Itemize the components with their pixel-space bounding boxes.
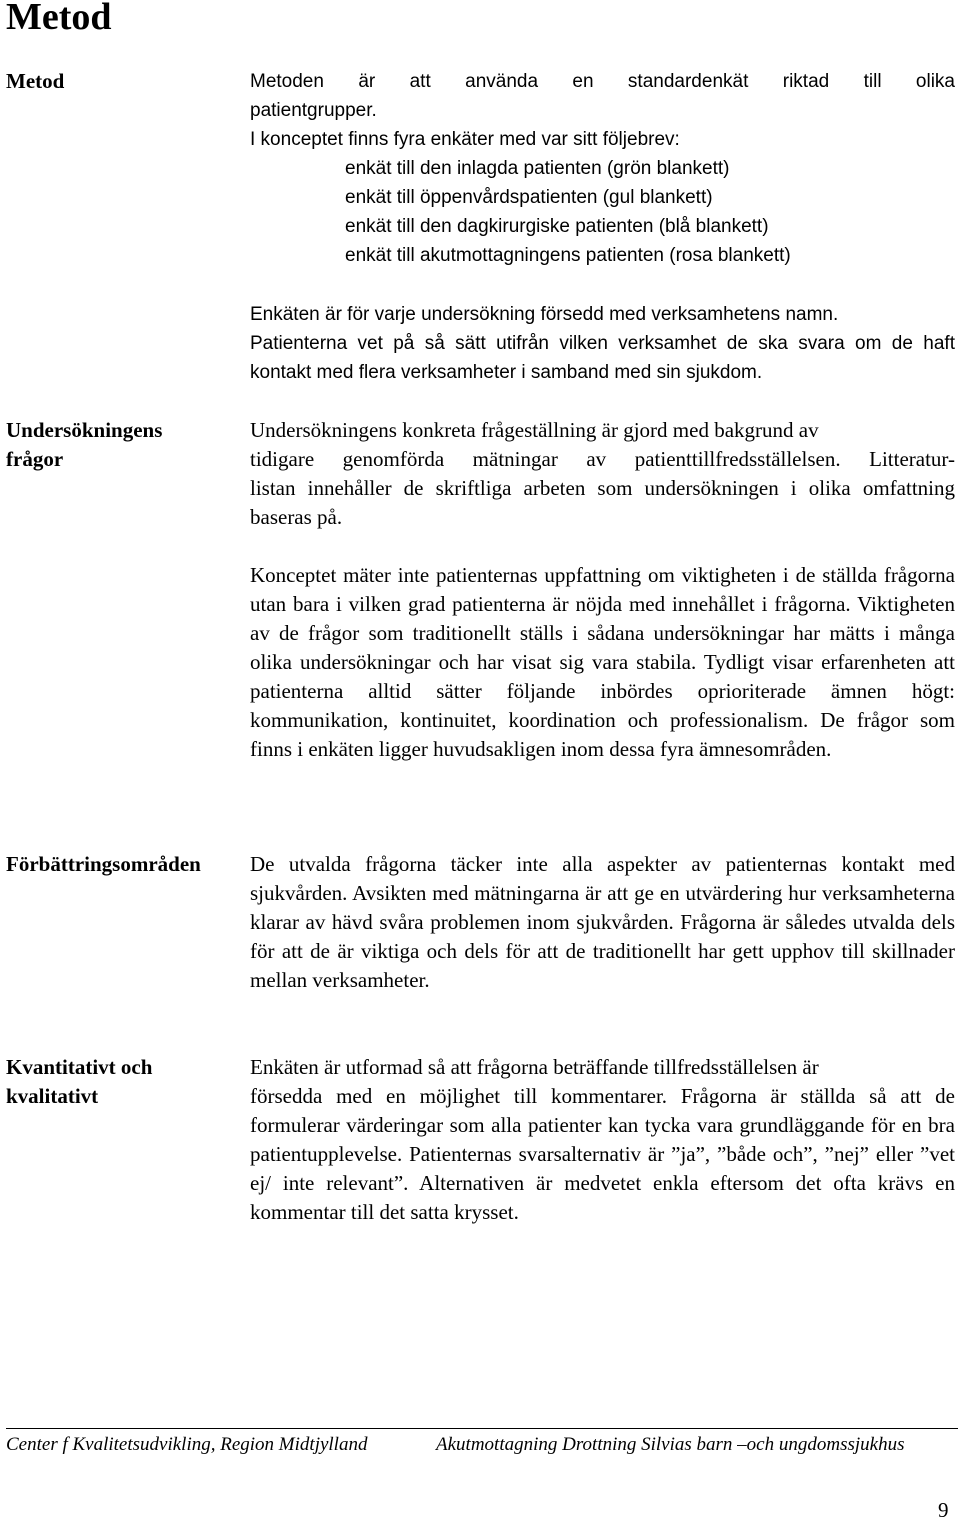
fragor-line2: tidigare genomförda mätningar av patienttillfredsställelsen. Litteratur-: [250, 447, 955, 471]
section-label-kvantitativt: [6, 1053, 152, 1111]
section-label-fragor-line2: frågor: [6, 447, 64, 471]
survey-item: enkät till den dagkirurgiske patienten (blå blankett): [345, 216, 769, 237]
survey-item: enkät till akutmottagningens patienten (rosa blankett): [345, 245, 791, 266]
fragor-line1: Undersökningens konkreta frågeställning är gjord med bakgrund av: [250, 418, 819, 442]
kvantitativt-rest: försedda med en möjlighet till kommentarer. Frågorna är ställda så att de formulerar värderingar som alla patienter kan tycka vara grundläggande för en bra patientupplevelse. Patienternas svarsalternativ är ”ja”, ”både och”, ”nej” eller ”vet ej/ inte relevant”. Alternativen är medvetet enkla eftersom det ofta krävs en kommentar till det satta krysset.: [250, 1084, 955, 1224]
fragor-paragraph-2: Konceptet mäter inte patienternas uppfattning om viktigheten i de ställda frågorna utan bara i vilken grad patienterna är nöjda med innehållet i frågorna. Viktigheten av de frågor som traditionellt ställs i sådana undersökningar har mätts i många olika undersökningar och har visat sig vara stabila. Tydligt visar erfarenheten att patienterna alltid sätter följande inbördes oprioriterade ämnen högt: kommunikation, kontinuitet, koordination och professionalism. De frågor som finns i enkäten ligger huvudsakligen inom dessa fyra ämnesområden.: [250, 563, 955, 761]
metod-enkat: [250, 300, 955, 387]
page-title: Metod: [6, 0, 112, 38]
footer-right: Akutmottagning Drottning Silvias barn –och ungdomssjukhus: [436, 1434, 905, 1455]
page-number: 9: [938, 1498, 949, 1522]
metod-intro-line2: patientgrupper.: [250, 100, 377, 121]
section-label-fragor-line1: Undersökningens: [6, 418, 163, 442]
metod-intro: [250, 67, 955, 270]
metod-intro-line1: Metoden är att använda en standardenkät riktad till olika: [250, 71, 955, 92]
metod-patients-text: Patienterna vet på så sätt utifrån vilken verksamhet de ska svara om de haft kontakt med flera verksamheter i samband med sin sjukdom.: [250, 333, 955, 383]
survey-item: enkät till öppenvårdspatienten (gul blankett): [345, 187, 713, 208]
section-label-kvantitativt-line1: Kvantitativt och: [6, 1055, 153, 1079]
kvantitativt-paragraph: [250, 1053, 955, 1227]
footer-left: Center f Kvalitetsudvikling, Region Midtjylland: [6, 1434, 368, 1455]
section-label-forbattring: Förbättringsområden: [6, 852, 201, 876]
survey-item: enkät till den inlagda patienten (grön blankett): [345, 158, 730, 179]
forbattring-paragraph: De utvalda frågorna täcker inte alla aspekter av patienternas kontakt med sjukvården. Avsikten med mätningarna är att ge en utvärdering hur verksamheterna klarar av hävd svåra problemen inom sjukvården. Frågorna är således utvalda dels för att de är viktiga och dels för att de traditionellt har gett upphov till skillnader mellan verksamheter.: [250, 852, 955, 992]
section-label-kvantitativt-line2: kvalitativt: [6, 1084, 99, 1108]
section-label-fragor: [6, 416, 162, 474]
fragor-paragraph-1: [250, 416, 955, 532]
section-label-metod: Metod: [6, 69, 65, 93]
kvantitativt-line1: Enkäten är utformad så att frågorna beträffande tillfredsställelsen är: [250, 1055, 819, 1079]
footer-divider: [6, 1428, 958, 1429]
metod-enkat-line: Enkäten är för varje undersökning försedd med verksamhetens namn.: [250, 304, 839, 325]
metod-concept-line: I konceptet finns fyra enkäter med var sitt följebrev:: [250, 129, 680, 150]
fragor-rest: listan innehåller de skriftliga arbeten som undersökningen i olika omfattning baseras på.: [250, 476, 955, 529]
